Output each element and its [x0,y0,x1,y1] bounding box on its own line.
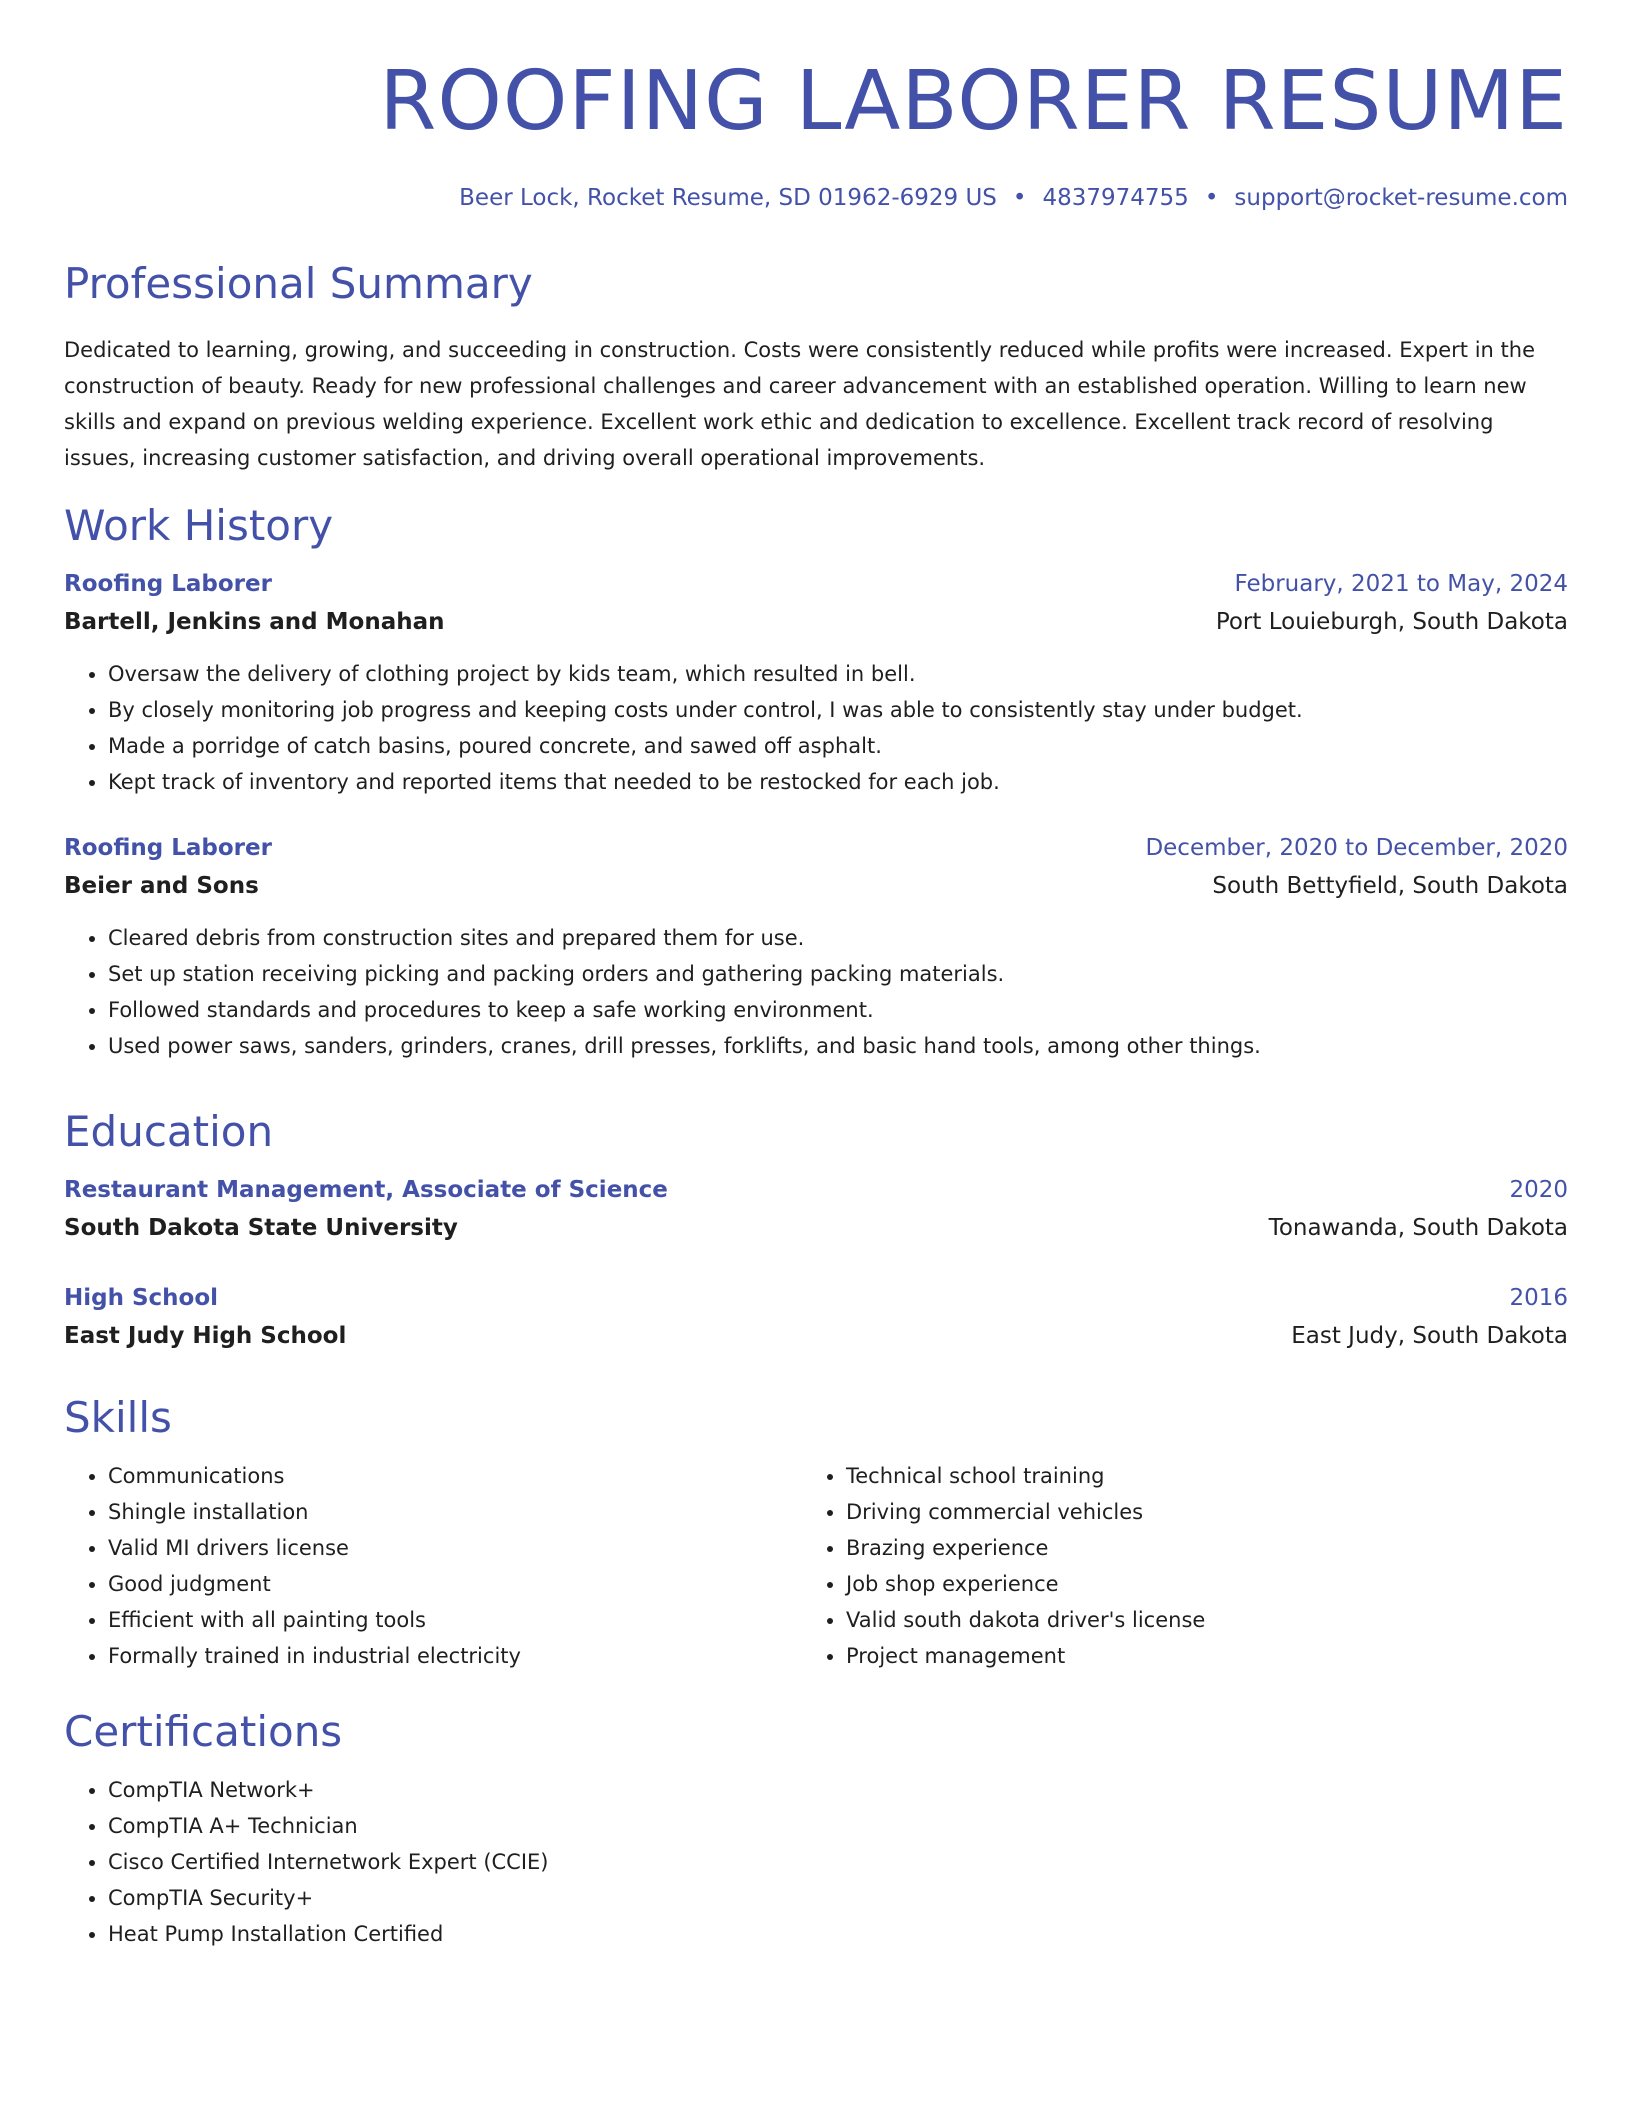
list-item: • Project management [846,1638,1540,1674]
education-year: 2020 [1509,1177,1568,1203]
education-degree: High School [64,1285,219,1311]
skills-section [64,1392,1568,1674]
resume-title: ROOFING LABORER RESUME [379,54,1568,149]
contact-phone: 4837974755 [1042,185,1189,211]
list-item: • Followed standards and procedures to keep a safe working environment. [108,992,1568,1028]
list-item: • Brazing experience [846,1530,1540,1566]
skills-list [64,1458,802,1674]
list-item: • Communications [108,1458,802,1494]
job-entry [64,566,1568,800]
job-dates: December, 2020 to December, 2020 [1145,835,1568,861]
education-location: East Judy, South Dakota [1291,1323,1568,1349]
list-item: • Cisco Certified Internetwork Expert (CCIE) [108,1844,1568,1880]
education-heading: Education [64,1107,274,1156]
skills-heading: Skills [64,1393,172,1442]
summary-section [64,258,1568,476]
job-title: Roofing Laborer [64,571,272,597]
job-location: Port Louieburgh, South Dakota [1215,609,1568,635]
skills-column-left [64,1458,802,1674]
contact-separator: • [1204,185,1219,211]
education-year: 2016 [1509,1285,1568,1311]
education-entry [64,1280,1568,1354]
job-bullets [64,920,1568,1064]
list-item: • Formally trained in industrial electricity [108,1638,802,1674]
skills-columns [64,1458,1568,1674]
contact-email[interactable]: support@rocket-resume.com [1234,185,1568,211]
education-entry [64,1172,1568,1246]
list-item: • Used power saws, sanders, grinders, cranes, drill presses, forklifts, and basic hand tools, among other things. [108,1028,1568,1064]
contact-address: Beer Lock, Rocket Resume, SD 01962-6929 US [459,185,997,211]
summary-text: Dedicated to learning, growing, and succeeding in construction. Costs were consistently reduced while profits were increased. Expert in the construction of beauty. Ready for new professional challenges and career advancement with an established operation. Willing to learn new skills and expand on previous welding experience. Excellent work ethic and dedication to excellence. Excellent track record of resolving issues, increasing customer satisfaction, and driving overall operational improvements. [64,338,1535,470]
job-location: South Bettyfield, South Dakota [1212,873,1568,899]
work-section [64,500,1568,1064]
work-heading: Work History [64,501,334,550]
education-school: East Judy High School [64,1323,347,1349]
list-item: • Good judgment [108,1566,802,1602]
list-item: • Job shop experience [846,1566,1540,1602]
certifications-section [64,1706,1568,1952]
job-entry [64,830,1568,1064]
job-bullets [64,656,1568,800]
education-location: Tonawanda, South Dakota [1268,1215,1568,1241]
list-item: • Technical school training [846,1458,1540,1494]
list-item: • Shingle installation [108,1494,802,1530]
certifications-heading: Certifications [64,1707,343,1756]
contact-separator: • [1012,185,1027,211]
list-item: • Efficient with all painting tools [108,1602,802,1638]
job-dates: February, 2021 to May, 2024 [1234,571,1568,597]
list-item: • Valid south dakota driver's license [846,1602,1540,1638]
certifications-list [64,1772,1568,1952]
list-item: • Driving commercial vehicles [846,1494,1540,1530]
list-item: • Oversaw the delivery of clothing project by kids team, which resulted in bell. [108,656,1568,692]
list-item: • Heat Pump Installation Certified [108,1916,1568,1952]
summary-heading: Professional Summary [64,259,533,308]
job-title: Roofing Laborer [64,835,272,861]
list-item: • Kept track of inventory and reported items that needed to be restocked for each job. [108,764,1568,800]
job-company: Bartell, Jenkins and Monahan [64,609,445,635]
list-item: • Set up station receiving picking and packing orders and gathering packing materials. [108,956,1568,992]
job-company: Beier and Sons [64,873,259,899]
list-item: • Valid MI drivers license [108,1530,802,1566]
skills-column-right [802,1458,1540,1674]
list-item: • CompTIA Security+ [108,1880,1568,1916]
list-item: • By closely monitoring job progress and keeping costs under control, I was able to consistently stay under budget. [108,692,1568,728]
education-degree: Restaurant Management, Associate of Science [64,1177,668,1203]
education-school: South Dakota State University [64,1215,458,1241]
list-item: • CompTIA A+ Technician [108,1808,1568,1844]
list-item: • Made a porridge of catch basins, poured concrete, and sawed off asphalt. [108,728,1568,764]
contact-line [459,183,1568,213]
education-section [64,1106,1568,1354]
skills-list [802,1458,1540,1674]
list-item: • Cleared debris from construction sites and prepared them for use. [108,920,1568,956]
list-item: • CompTIA Network+ [108,1772,1568,1808]
